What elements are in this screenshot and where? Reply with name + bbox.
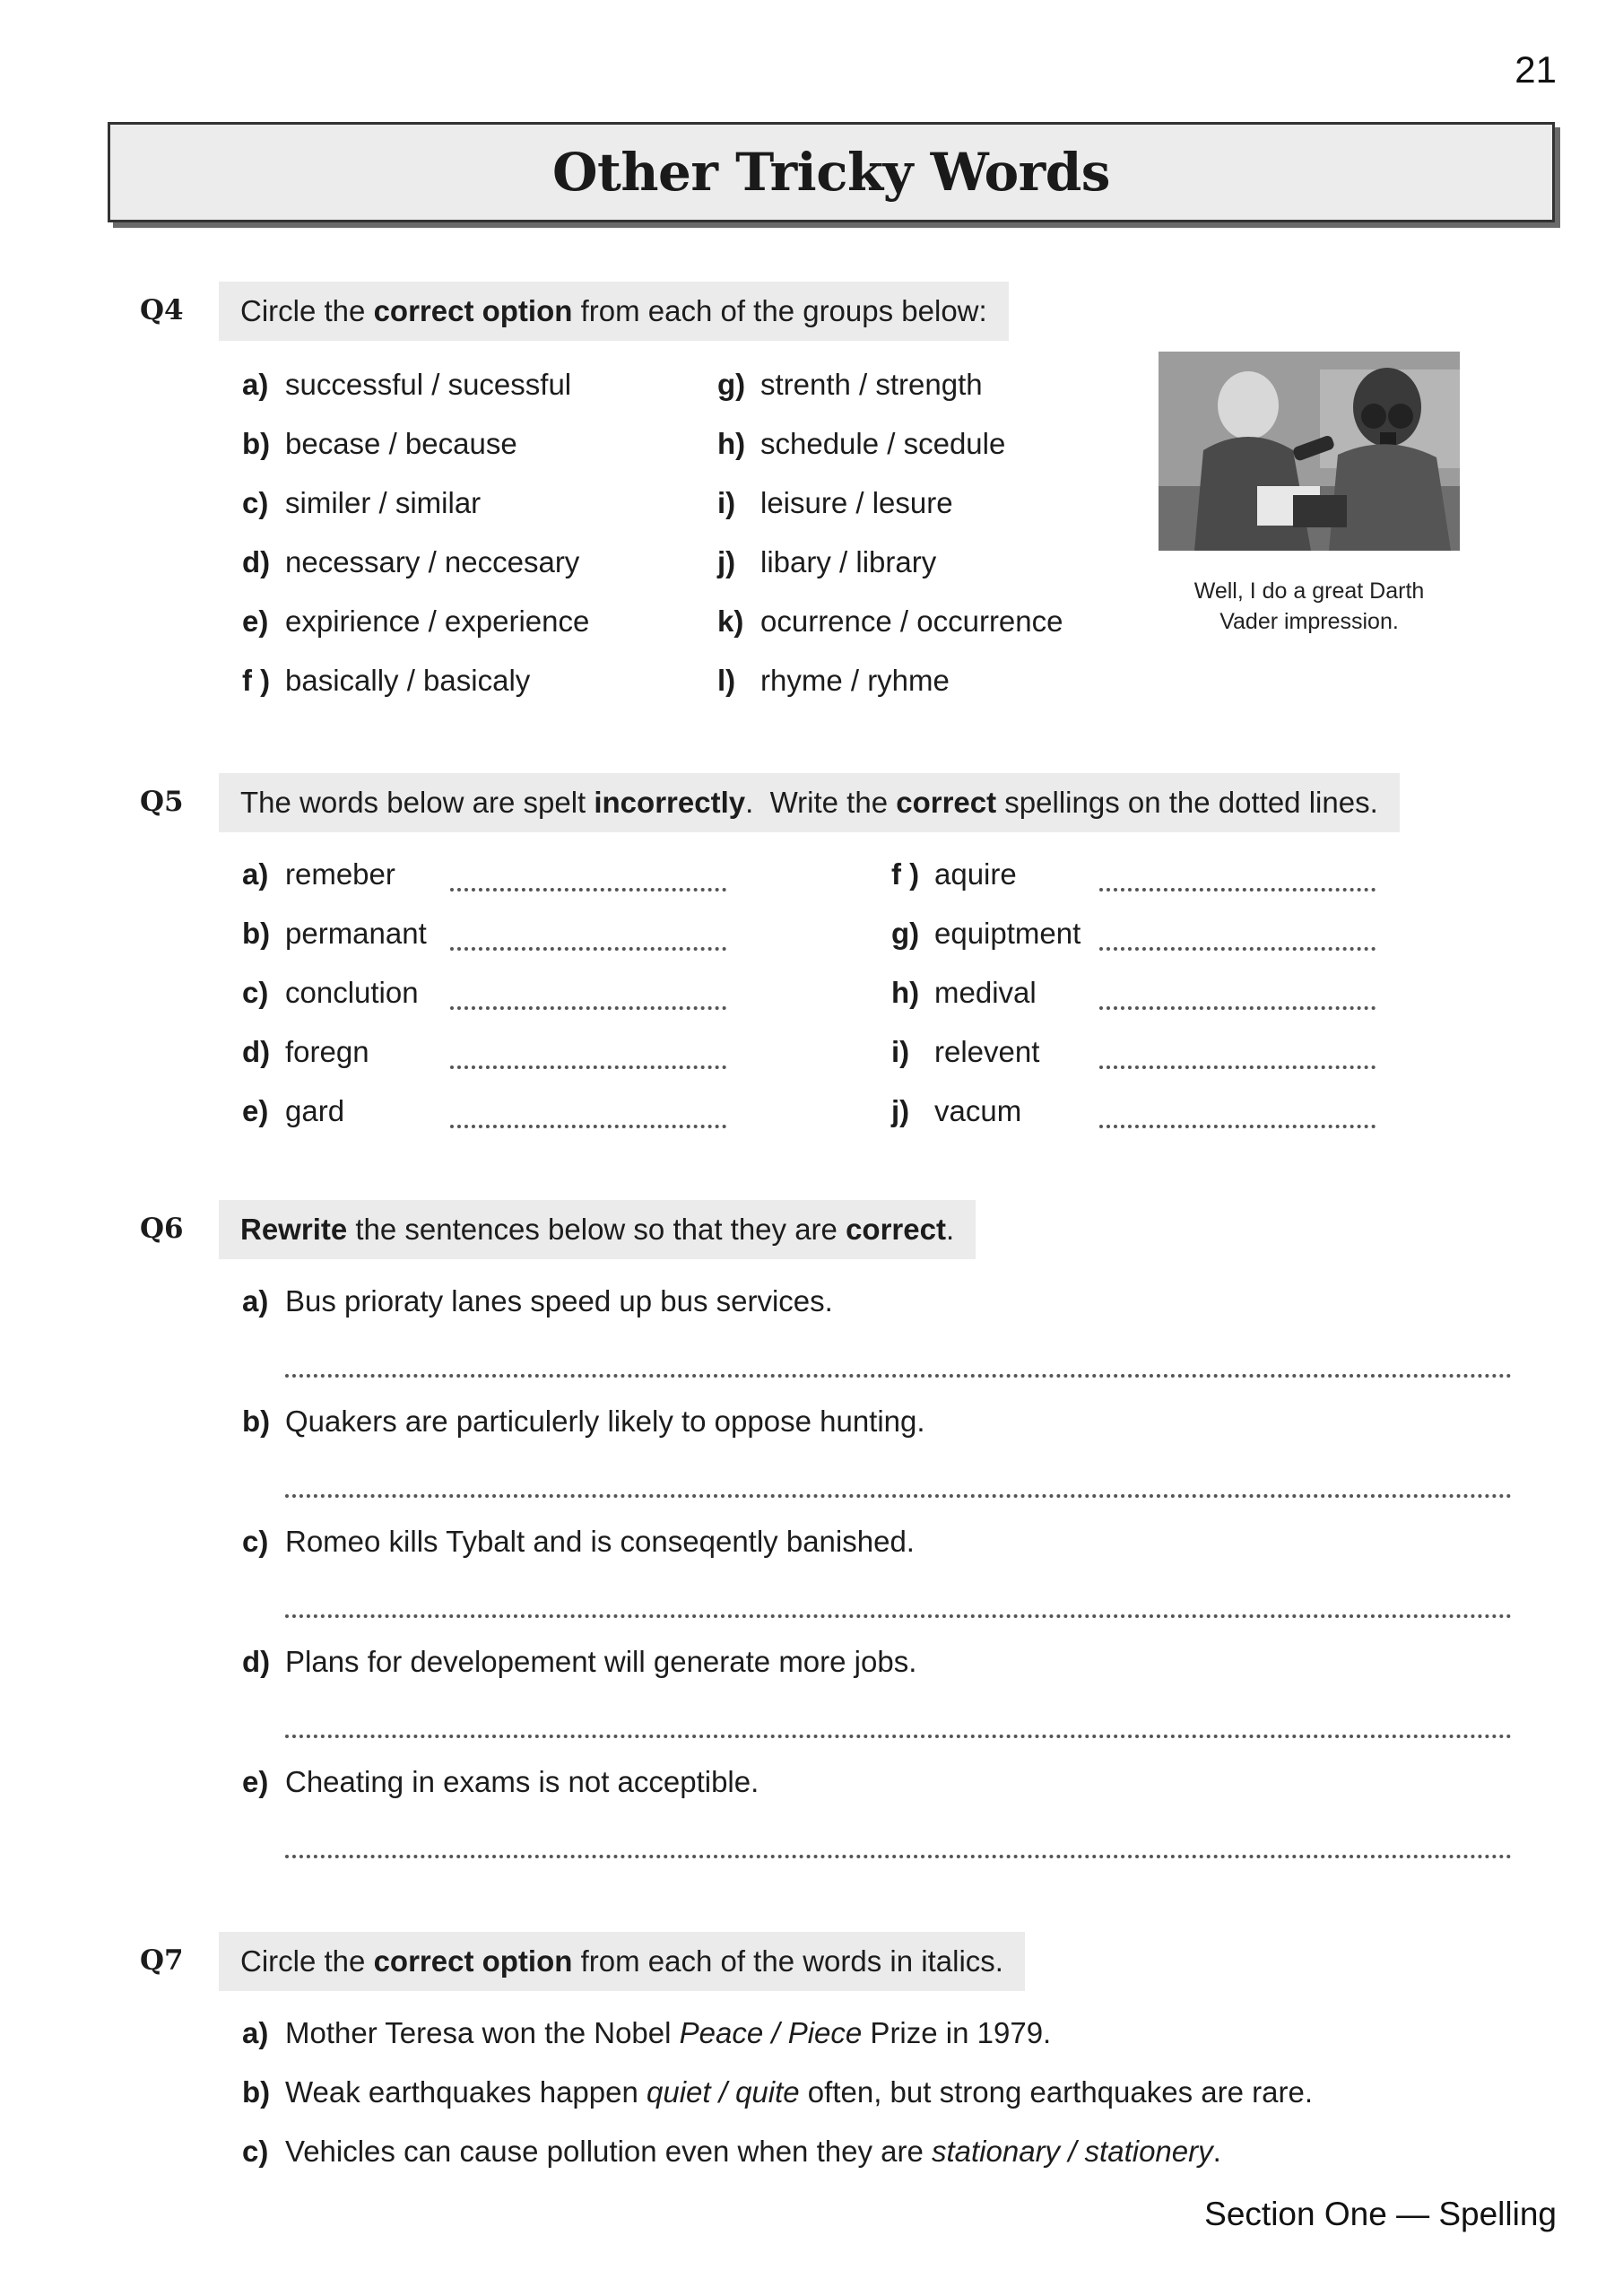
item-letter: h): [891, 976, 920, 1009]
answer-line-b[interactable]: [450, 947, 726, 951]
q6-item-d: [242, 1645, 916, 1679]
q5-instruction: [219, 773, 1400, 832]
rewrite-line-d[interactable]: [285, 1735, 1512, 1738]
rewrite-line-b[interactable]: [285, 1494, 1512, 1498]
q5-item-b: [242, 917, 427, 951]
instruction-text: from each of the words in italics.: [572, 1944, 1003, 1978]
q4-item-l: [717, 664, 950, 698]
item-letter: h): [717, 427, 746, 460]
item-text: schedule / scedule: [760, 427, 1006, 460]
q5-label: Q5: [140, 786, 184, 818]
q5-item-a: [242, 857, 395, 891]
item-letter: f ): [242, 664, 271, 697]
item-text: Plans for developement will generate more jobs.: [285, 1645, 917, 1678]
item-letter: c): [242, 976, 269, 1009]
q5-item-j: [891, 1094, 1021, 1128]
q4-item-h: [717, 427, 1005, 461]
answer-line-g[interactable]: [1099, 947, 1376, 951]
item-options[interactable]: Peace / Piece: [679, 2016, 863, 2049]
q4-item-d: [242, 545, 579, 579]
q7-instruction: [219, 1932, 1025, 1991]
q6-instruction: [219, 1200, 976, 1259]
item-text: remeber: [285, 857, 395, 891]
item-text: Weak earthquakes happen: [285, 2075, 647, 2109]
instruction-bold: correct: [896, 786, 997, 819]
page-title: Other Tricky Words: [552, 142, 1110, 203]
instruction-text: spellings on the dotted lines.: [996, 786, 1378, 819]
item-letter: d): [242, 545, 271, 578]
item-letter: c): [242, 1525, 269, 1558]
q4-instruction: [219, 282, 1009, 341]
item-letter: i): [891, 1035, 910, 1068]
instruction-bold: correct option: [373, 294, 573, 327]
item-options[interactable]: quiet / quite: [647, 2075, 800, 2109]
answer-line-j[interactable]: [1099, 1125, 1376, 1128]
q5-item-g: [891, 917, 1081, 951]
item-letter: a): [242, 368, 269, 401]
q5-item-f: [891, 857, 1017, 891]
item-text: Cheating in exams is not acceptible.: [285, 1765, 759, 1798]
page-number: 21: [1515, 48, 1557, 91]
q6-item-e: [242, 1765, 759, 1799]
q4-item-k: [717, 604, 1063, 639]
item-letter: a): [242, 2016, 269, 2049]
caption-line: Vader impression.: [1219, 609, 1399, 634]
rewrite-line-c[interactable]: [285, 1614, 1512, 1618]
q7-item-a: [242, 2016, 1051, 2050]
item-letter: j): [891, 1094, 910, 1127]
item-letter: b): [242, 917, 271, 950]
item-letter: a): [242, 857, 269, 891]
title-box: [108, 122, 1555, 222]
item-text: vacum: [934, 1094, 1022, 1127]
item-letter: e): [242, 1094, 269, 1127]
item-text: ocurrence / occurrence: [760, 604, 1063, 638]
q5-item-d: [242, 1035, 369, 1069]
item-text: Quakers are particulerly likely to oppose hunting.: [285, 1405, 925, 1438]
item-letter: e): [242, 604, 269, 638]
q4-item-i: [717, 486, 953, 520]
item-text: expirience / experience: [285, 604, 590, 638]
photo-image: [1159, 352, 1460, 551]
q5-item-e: [242, 1094, 344, 1128]
q4-item-b: [242, 427, 517, 461]
answer-line-d[interactable]: [450, 1065, 726, 1069]
item-text: permanant: [285, 917, 427, 950]
q6-item-a: [242, 1284, 833, 1318]
caption-line: Well, I do a great Darth: [1193, 578, 1425, 604]
item-letter: a): [242, 1284, 269, 1318]
item-letter: e): [242, 1765, 269, 1798]
q4-item-j: [717, 545, 936, 579]
item-text: aquire: [934, 857, 1017, 891]
instruction-bold: correct option: [373, 1944, 573, 1978]
item-text: successful / sucessful: [285, 368, 572, 401]
item-text: foregn: [285, 1035, 369, 1068]
item-letter: i): [717, 486, 736, 519]
item-text: strenth / strength: [760, 368, 983, 401]
q5-item-c: [242, 976, 419, 1010]
instruction-bold: Rewrite: [240, 1213, 348, 1246]
item-text: .: [1212, 2135, 1221, 2168]
answer-line-h[interactable]: [1099, 1006, 1376, 1010]
instruction-text: from each of the groups below:: [572, 294, 987, 327]
photo-illustration: [1159, 352, 1460, 551]
section-footer: Section One — Spelling: [1204, 2196, 1557, 2232]
item-letter: b): [242, 1405, 271, 1438]
item-letter: g): [891, 917, 920, 950]
item-letter: c): [242, 2135, 269, 2168]
q4-item-a: [242, 368, 571, 402]
answer-line-e[interactable]: [450, 1125, 726, 1128]
item-letter: g): [717, 368, 746, 401]
instruction-text: The words below are spelt: [240, 786, 595, 819]
item-letter: f ): [891, 857, 920, 891]
answer-line-a[interactable]: [450, 888, 726, 891]
rewrite-line-e[interactable]: [285, 1855, 1512, 1858]
item-letter: d): [242, 1645, 271, 1678]
item-text: necessary / neccesary: [285, 545, 580, 578]
q4-label: Q4: [140, 294, 184, 326]
q7-item-c: [242, 2135, 1221, 2169]
item-letter: j): [717, 545, 736, 578]
q5-item-i: [891, 1035, 1039, 1069]
rewrite-line-a[interactable]: [285, 1374, 1512, 1378]
answer-line-i[interactable]: [1099, 1065, 1376, 1069]
q4-item-g: [717, 368, 983, 402]
item-text: Romeo kills Tybalt and is conseqently banished.: [285, 1525, 915, 1558]
q6-label: Q6: [140, 1213, 184, 1245]
q4-item-f: [242, 664, 530, 698]
item-text: often, but strong earthquakes are rare.: [799, 2075, 1313, 2109]
answer-line-f[interactable]: [1099, 888, 1376, 891]
item-text: similer / similar: [285, 486, 482, 519]
item-text: relevent: [934, 1035, 1040, 1068]
item-options[interactable]: stationary / stationery: [931, 2135, 1213, 2168]
item-letter: b): [242, 2075, 271, 2109]
item-text: basically / basicaly: [285, 664, 531, 697]
item-text: medival: [934, 976, 1037, 1009]
item-text: leisure / lesure: [760, 486, 953, 519]
answer-line-c[interactable]: [450, 1006, 726, 1010]
instruction-text: the sentences below so that they are: [347, 1213, 846, 1246]
q4-item-c: [242, 486, 481, 520]
item-text: Bus prioraty lanes speed up bus services.: [285, 1284, 833, 1318]
item-text: Mother Teresa won the Nobel: [285, 2016, 680, 2049]
q7-item-b: [242, 2075, 1313, 2109]
photo-caption: [1159, 576, 1460, 637]
item-text: rhyme / ryhme: [760, 664, 950, 697]
item-text: libary / library: [760, 545, 937, 578]
q5-item-h: [891, 976, 1037, 1010]
item-text: conclution: [285, 976, 419, 1009]
q7-label: Q7: [140, 1944, 184, 1977]
item-letter: c): [242, 486, 269, 519]
instruction-bold: correct: [846, 1213, 946, 1246]
item-letter: k): [717, 604, 744, 638]
item-text: becase / because: [285, 427, 517, 460]
item-letter: b): [242, 427, 271, 460]
item-letter: d): [242, 1035, 271, 1068]
instruction-text: Circle the: [240, 1944, 374, 1978]
q6-item-b: [242, 1405, 925, 1439]
instruction-text: . Write the: [745, 786, 897, 819]
item-text: equiptment: [934, 917, 1081, 950]
instruction-bold: incorrectly: [594, 786, 746, 819]
q6-item-c: [242, 1525, 915, 1559]
item-text: Vehicles can cause pollution even when they are: [285, 2135, 932, 2168]
instruction-text: .: [945, 1213, 955, 1246]
item-letter: l): [717, 664, 736, 697]
item-text: Prize in 1979.: [862, 2016, 1052, 2049]
item-text: gard: [285, 1094, 345, 1127]
q4-item-e: [242, 604, 589, 639]
instruction-text: Circle the: [240, 294, 374, 327]
